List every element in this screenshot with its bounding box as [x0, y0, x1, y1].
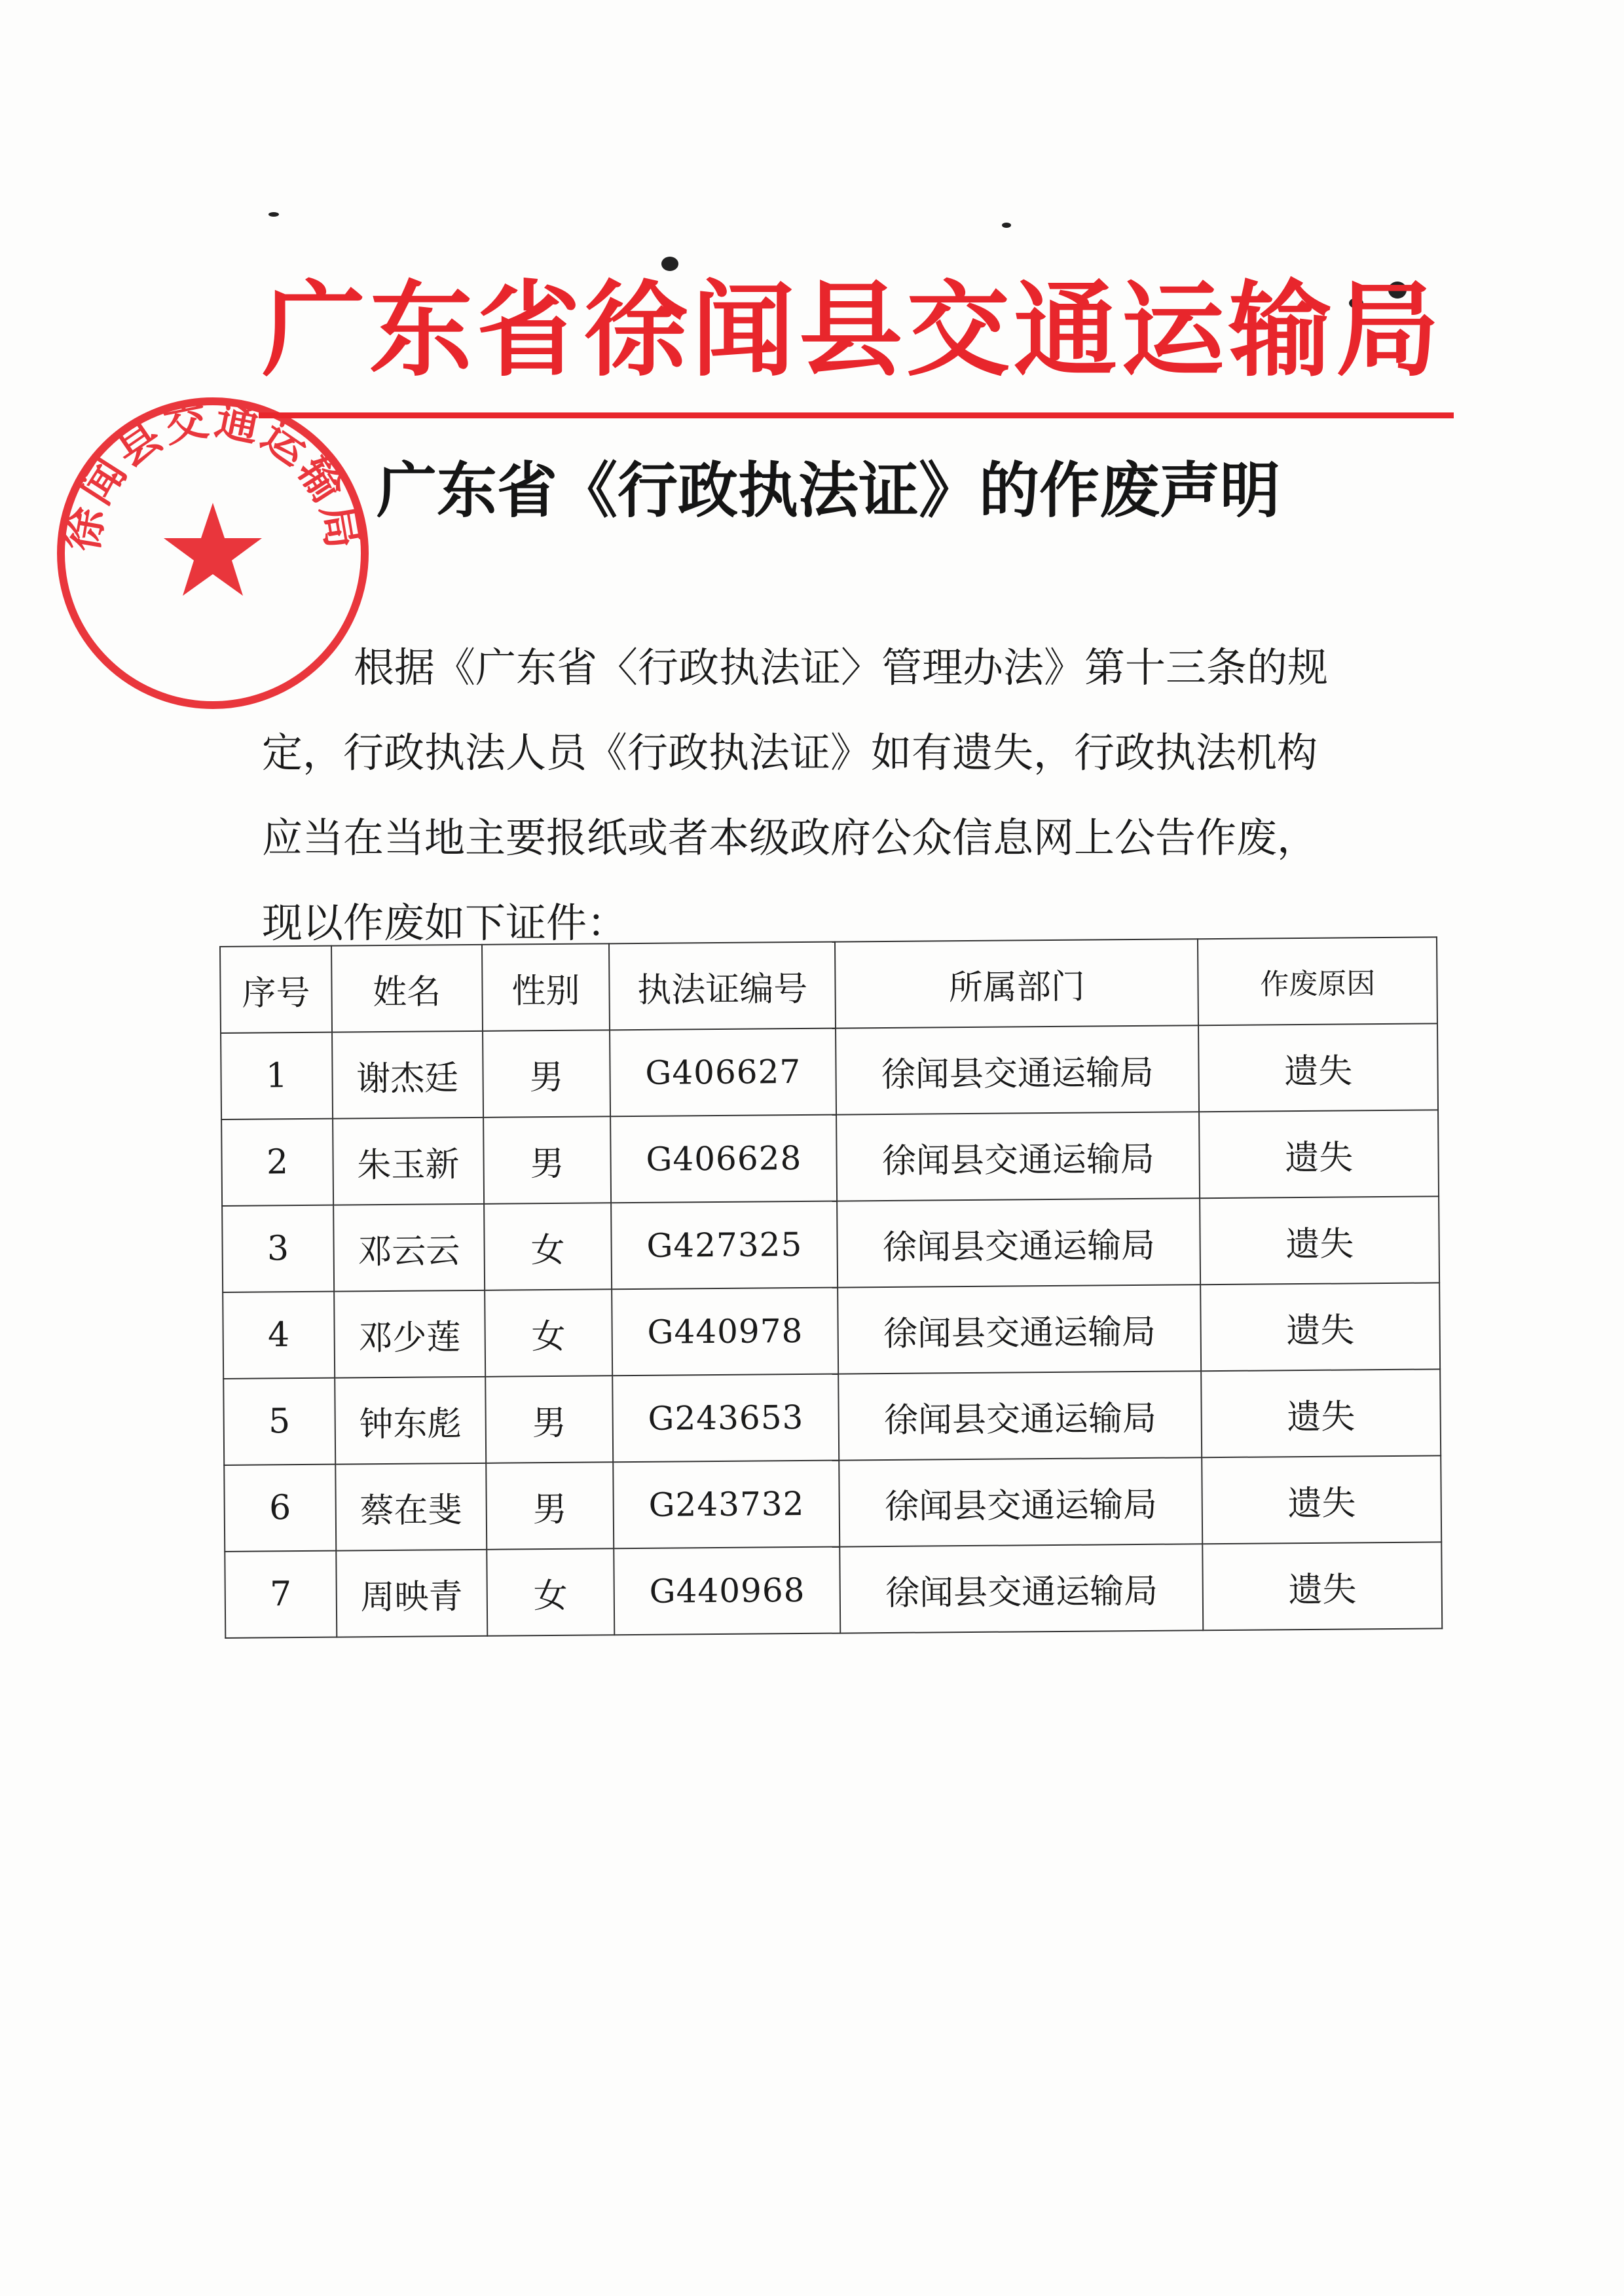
cell-gender: 女 — [485, 1289, 613, 1377]
seal-text: 徐闻县交通运输局 — [56, 393, 369, 555]
letterhead-red-rule — [259, 412, 1454, 418]
cell-reason: 遗失 — [1198, 1023, 1438, 1112]
cell-cert-no: G406627 — [610, 1029, 836, 1117]
cell-reason: 遗失 — [1202, 1455, 1442, 1544]
table-row — [222, 1196, 1439, 1292]
cell-no: 5 — [223, 1378, 335, 1465]
cell-gender: 男 — [485, 1376, 614, 1463]
cell-no: 4 — [223, 1292, 335, 1379]
cell-name: 邓云云 — [333, 1204, 485, 1292]
header-name: 姓名 — [331, 945, 483, 1032]
cell-name: 钟东彪 — [335, 1377, 486, 1465]
cell-name: 邓少莲 — [334, 1290, 485, 1378]
body-line: 应当在当地主要报纸或者本级政府公众信息网上公告作废， — [262, 814, 1318, 862]
cell-name: 朱玉新 — [333, 1118, 484, 1205]
table-row — [223, 1283, 1440, 1379]
cell-name: 蔡在斐 — [335, 1463, 487, 1551]
cell-reason: 遗失 — [1202, 1369, 1441, 1457]
cell-gender: 女 — [484, 1203, 612, 1290]
cell-name: 周映青 — [336, 1550, 487, 1637]
cell-dept: 徐闻县交通运输局 — [838, 1285, 1201, 1374]
cell-cert-no: G406628 — [610, 1115, 837, 1203]
cell-gender: 男 — [483, 1116, 612, 1204]
cell-no: 7 — [225, 1551, 337, 1638]
table-row — [223, 1369, 1441, 1465]
cell-dept: 徐闻县交通运输局 — [836, 1025, 1199, 1114]
header-dept: 所属部门 — [835, 939, 1198, 1028]
header-gender: 性别 — [482, 943, 610, 1031]
header-reason: 作废原因 — [1198, 937, 1437, 1025]
cell-cert-no: G243653 — [613, 1374, 840, 1463]
header-no: 序号 — [220, 946, 332, 1033]
table-row — [221, 1023, 1438, 1120]
cell-name: 谢杰廷 — [332, 1031, 483, 1119]
cell-reason: 遗失 — [1203, 1542, 1443, 1630]
cell-reason: 遗失 — [1201, 1283, 1441, 1371]
letterhead-org-name: 广东省徐闻县交通运输局 — [262, 270, 1443, 391]
cell-gender: 男 — [483, 1030, 611, 1118]
cell-no: 1 — [221, 1032, 333, 1120]
cell-dept: 徐闻县交通运输局 — [839, 1457, 1202, 1546]
table-row — [224, 1455, 1441, 1552]
cell-reason: 遗失 — [1199, 1110, 1439, 1198]
table-row — [225, 1542, 1442, 1638]
page-title: 广东省《行政执法证》的作废声明 — [377, 456, 1281, 526]
cell-gender: 女 — [487, 1548, 615, 1636]
cell-cert-no: G427325 — [611, 1201, 838, 1290]
scan-speck — [1002, 223, 1011, 228]
scan-speck — [268, 212, 279, 217]
body-line: 根据《广东省〈行政执法证〉管理办法》第十三条的规 — [354, 644, 1329, 691]
cell-no: 3 — [222, 1205, 334, 1292]
header-cert-no: 执法证编号 — [609, 942, 836, 1030]
cell-reason: 遗失 — [1200, 1196, 1440, 1285]
cell-cert-no: G440978 — [612, 1288, 838, 1376]
cell-dept: 徐闻县交通运输局 — [836, 1112, 1200, 1201]
cell-no: 2 — [221, 1119, 333, 1206]
cell-cert-no: G440968 — [614, 1547, 841, 1635]
cell-cert-no: G243732 — [614, 1461, 840, 1549]
declaration-body — [262, 625, 1428, 966]
cell-dept: 徐闻县交通运输局 — [838, 1371, 1202, 1460]
cell-no: 6 — [224, 1465, 336, 1552]
star-icon — [164, 503, 262, 596]
cell-gender: 男 — [486, 1462, 614, 1550]
body-line: 定，行政执法人员《行政执法证》如有遗失，行政执法机构 — [262, 729, 1318, 776]
revoked-certificates-table — [219, 936, 1443, 1639]
body-line: 现以作废如下证件： — [262, 899, 628, 947]
table-header-row — [220, 937, 1437, 1033]
cell-dept: 徐闻县交通运输局 — [840, 1544, 1203, 1633]
table-row — [221, 1110, 1439, 1206]
cell-dept: 徐闻县交通运输局 — [837, 1198, 1200, 1287]
official-seal — [52, 393, 373, 714]
